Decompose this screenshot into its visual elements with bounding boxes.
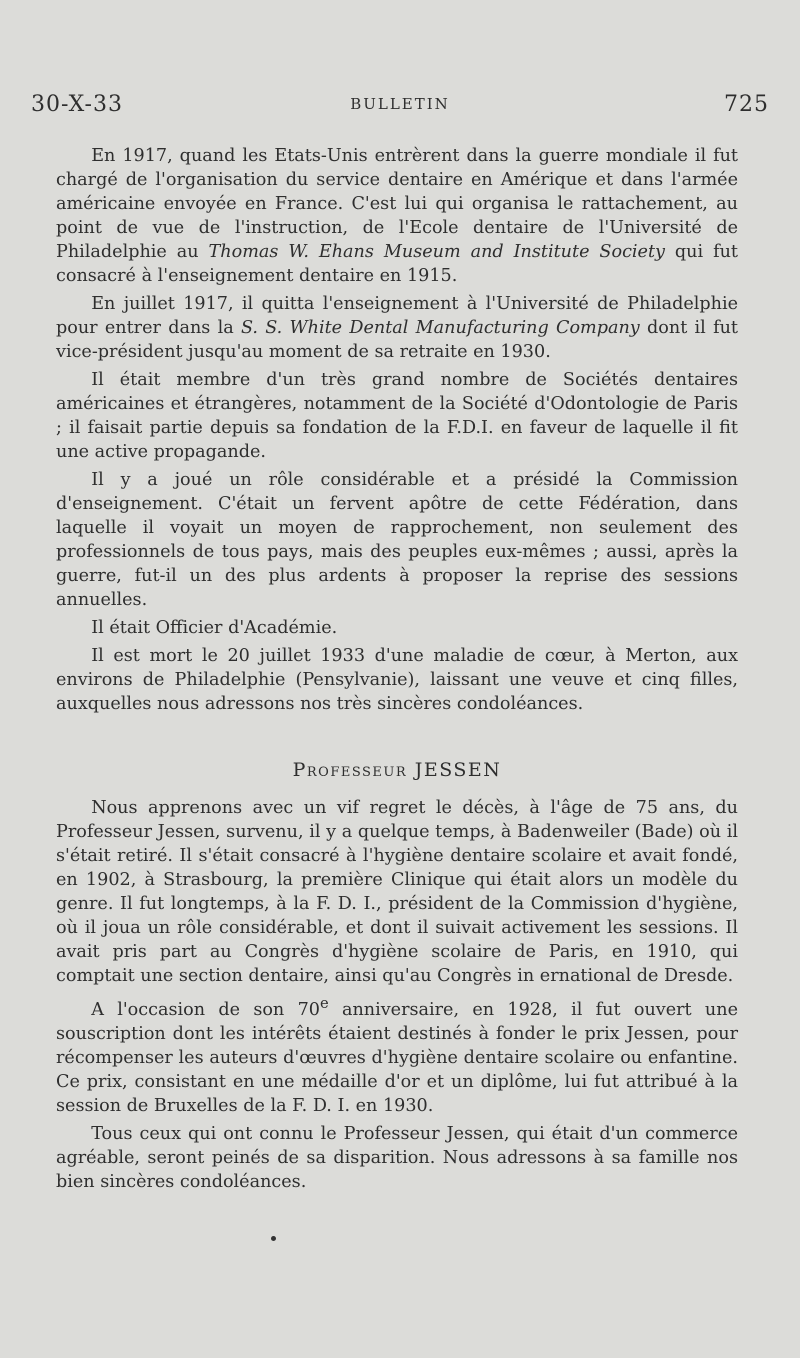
paragraph: Tous ceux qui ont connu le Professeur Jessen, qui était d'un commerce agréable, seront peinés de sa disparition. Nous adressons à sa famille nos bien sincères condoléances.	[56, 1123, 738, 1192]
ornament-dot	[271, 1236, 276, 1241]
paragraph: Il était membre d'un très grand nombre de Sociétés dentaires américaines et étrangères, notamment de la Société d'Odontologie de Paris ; il faisait partie depuis sa fondation de la F.D.I. en faveur de laquelle il fit une active propagande.	[56, 370, 738, 462]
paragraph: Nous apprenons avec un vif regret le décès, à l'âge de 75 ans, du Professeur Jessen, survenu, il y a quelque temps, à Badenweiler (Bade) où il s'était retiré. Il s'était consacré à l'hygiène dentaire scolaire et avait fondé, en 1902, à Strasbourg, la première Clinique qui était alors un modèle du genre. Il fut longtemps, à la F. D. I., président de la Commission d'hygiène, où il joua un rôle considérable, et dont il suivait activement les sessions. Il avait pris part au Congrès d'hygiène scolaire de Paris, en 1910, qui comptait une section dentaire, ainsi qu'au Congrès in ernational de Dresde.	[56, 798, 738, 986]
paragraph: En juillet 1917, il quitta l'enseignement à l'Université de Philadelphie pour entrer dans la S. S. White Dental Manufacturing Company dont il fut vice-président jusqu'au moment de sa retraite en 1930.	[56, 294, 738, 362]
paragraph: Il était Officier d'Académie.	[91, 618, 338, 638]
section-title: Professeur JESSEN	[292, 759, 502, 781]
paragraph: Il est mort le 20 juillet 1933 d'une maladie de cœur, à Merton, aux environs de Philadelphie (Pensylvanie), laissant une veuve et cinq filles, auxquelles nous adressons nos très sincères condoléances.	[56, 646, 738, 714]
page-number: 725	[724, 92, 769, 117]
paragraph: A l'occasion de son 70e anniversaire, en 1928, il fut ouvert une souscription dont les intérêts étaient destinés à fonder le prix Jessen, pour récompenser les auteurs d'œuvres d'hygiène dentaire scolaire ou enfantine. Ce prix, consistant en une médaille d'or et un diplôme, lui fut attribué à la session de Bruxelles de la F. D. I. en 1930.	[56, 995, 739, 1116]
journal-title: BULLETIN	[350, 95, 450, 113]
company-name: S. S. White Dental Manufacturing Company	[240, 318, 640, 338]
paragraph: En 1917, quand les Etats-Unis entrèrent dans la guerre mondiale il fut chargé de l'organisation du service dentaire en Amérique et dans l'armée américaine envoyée en France. C'est lui qui organisa le rattachement, au point de vue de l'instruction, de l'Ecole dentaire de l'Université de Philadelphie au Thomas W. Ehans Museum and Institute Society qui fut consacré à l'enseignement dentaire en 1915.	[56, 146, 738, 286]
institution-name: Thomas W. Ehans Museum and Institute Society	[208, 242, 665, 262]
article-body	[56, 144, 738, 1194]
paragraph: Il y a joué un rôle considérable et a présidé la Commission d'enseignement. C'était un fervent apôtre de cette Fédération, dans laquelle il voyait un moyen de rapprochement, non seulement des professionnels de tous pays, mais des peuples eux-mêmes ; aussi, après la guerre, fut-il un des plus ardents à proposer la reprise des sessions annuelles.	[56, 470, 738, 610]
issue-date: 30-X-33	[31, 92, 123, 117]
running-head	[31, 92, 769, 124]
